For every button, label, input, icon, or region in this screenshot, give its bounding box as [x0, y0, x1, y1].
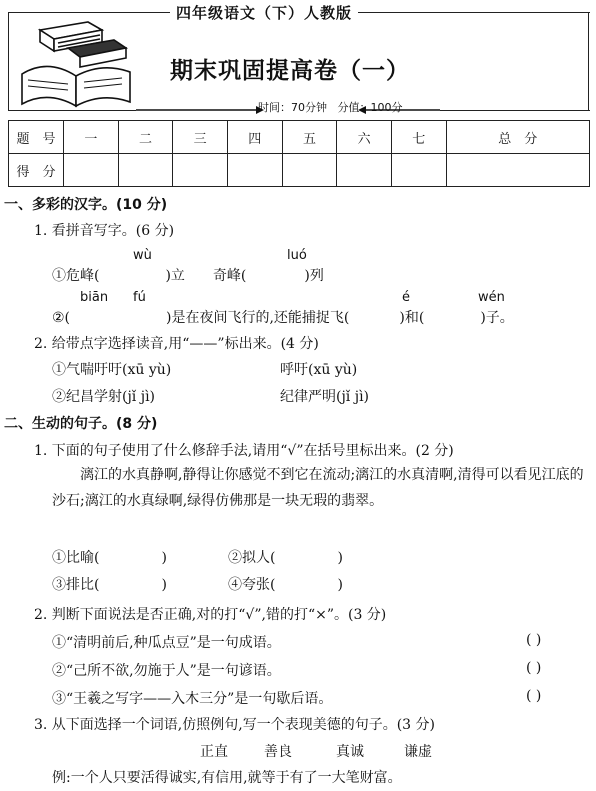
column-header: 一 [64, 121, 119, 154]
header-frame-bottom-left [8, 110, 136, 111]
pinyin-bian: biān [80, 290, 109, 305]
column-header: 四 [227, 121, 282, 154]
header-frame-left [8, 12, 9, 110]
judge-bracket-1[interactable]: ( ) [526, 632, 542, 648]
section-1-heading: 一、多彩的汉字。(10 分) [4, 197, 168, 213]
column-header: 七 [391, 121, 446, 154]
judge-bracket-2[interactable]: ( ) [526, 660, 542, 676]
option-close: ) [337, 550, 343, 566]
score-cell[interactable] [337, 154, 392, 187]
header-frame-bottom-right [440, 110, 590, 111]
column-header: 三 [173, 121, 228, 154]
column-header: 总 分 [446, 121, 589, 154]
pinyin-wu: wù [133, 248, 152, 263]
option-label: ③排比( [52, 577, 100, 593]
option-label: ②拟人( [228, 550, 276, 566]
pinyin-line-2 [52, 307, 514, 327]
question-1-1-stem: 1. 看拼音写字。(6 分) [34, 223, 175, 239]
pinyin-e: é [402, 290, 410, 305]
books-icon [18, 18, 138, 110]
line1-part: )立 [165, 268, 185, 284]
score-cell[interactable] [282, 154, 337, 187]
pinyin-line-1 [52, 265, 324, 285]
statement-3: ③“王羲之写字——入木三分”是一句歇后语。 [52, 691, 333, 707]
total-score: 分值：100分 [337, 101, 403, 114]
option-close: ) [337, 577, 343, 593]
option-label: ①比喻( [52, 550, 100, 566]
line2-part: ②( [52, 310, 71, 326]
table-row [9, 154, 590, 187]
option-close: ) [161, 550, 167, 566]
reading-option-a2[interactable]: 呼吁(xū yù) [280, 362, 358, 378]
row-header: 得 分 [9, 154, 64, 187]
word-option: 善良 [264, 744, 292, 760]
reading-option-b2[interactable]: 纪律严明(jǐ jì) [280, 389, 370, 405]
pinyin-fu: fú [133, 290, 146, 305]
score-cell[interactable] [64, 154, 119, 187]
question-2-1-stem: 1. 下面的句子使用了什么修辞手法,请用“√”在括号里标出来。(2 分) [34, 443, 454, 459]
reading-option-a1[interactable]: ①气喘吁吁(xū yù) [52, 362, 172, 378]
word-option: 正直 [200, 744, 228, 760]
time-limit: 时间：70分钟 [258, 101, 327, 114]
score-cell[interactable] [118, 154, 173, 187]
example-sentence: 例:一个人只要活得诚实,有信用,就等于有了一大笔财富。 [52, 770, 402, 786]
question-2-3-stem: 3. 从下面选择一个词语,仿照例句,写一个表现美德的句子。(3 分) [34, 717, 435, 733]
option-close: ) [161, 577, 167, 593]
pinyin-luo: luó [287, 248, 307, 263]
exam-title: 期末巩固提高卷（一） [170, 57, 410, 84]
line2-part: )和( [399, 310, 425, 326]
judge-bracket-3[interactable]: ( ) [526, 688, 542, 704]
column-header: 六 [337, 121, 392, 154]
option-hyperbole[interactable] [228, 574, 343, 594]
line1-part: ①危峰( [52, 268, 100, 284]
grade-title: 四年级语文（下）人教版 [170, 2, 358, 23]
option-personification[interactable] [228, 547, 343, 567]
exam-meta [258, 99, 403, 115]
score-cell[interactable] [446, 154, 589, 187]
question-1-2-stem: 2. 给带点字选择读音,用“——”标出来。(4 分) [34, 336, 319, 352]
column-header: 五 [282, 121, 337, 154]
pinyin-wen: wén [478, 290, 505, 305]
option-parallelism[interactable] [52, 574, 167, 594]
column-header: 二 [118, 121, 173, 154]
row-header: 题 号 [9, 121, 64, 154]
option-simile[interactable] [52, 547, 167, 567]
table-row [9, 121, 590, 154]
option-label: ④夸张( [228, 577, 276, 593]
question-2-2-stem: 2. 判断下面说法是否正确,对的打“√”,错的打“×”。(3 分) [34, 607, 387, 623]
statement-1: ①“清明前后,种瓜点豆”是一句成语。 [52, 635, 281, 651]
line2-part: )是在夜间飞行的,还能捕捉飞( [166, 310, 350, 326]
statement-2: ②“己所不欲,勿施于人”是一句谚语。 [52, 663, 281, 679]
section-2-heading: 二、生动的句子。(8 分) [4, 416, 158, 432]
line1-part: )列 [304, 268, 324, 284]
passage: 漓江的水真静啊,静得让你感觉不到它在流动;漓江的水真清啊,清得可以看见江底的沙石;漓江的水真绿啊,绿得仿佛那是一块无瑕的翡翠。 [52, 467, 584, 509]
score-cell[interactable] [391, 154, 446, 187]
score-cell[interactable] [227, 154, 282, 187]
line1-part: 奇峰( [212, 268, 247, 284]
score-table [8, 120, 590, 187]
line2-part: )子。 [480, 310, 514, 326]
word-option: 真诚 [336, 744, 364, 760]
header-frame-right [588, 12, 589, 110]
word-option: 谦虚 [404, 744, 432, 760]
reading-option-b1[interactable]: ②纪昌学射(jǐ jì) [52, 389, 156, 405]
score-cell[interactable] [173, 154, 228, 187]
